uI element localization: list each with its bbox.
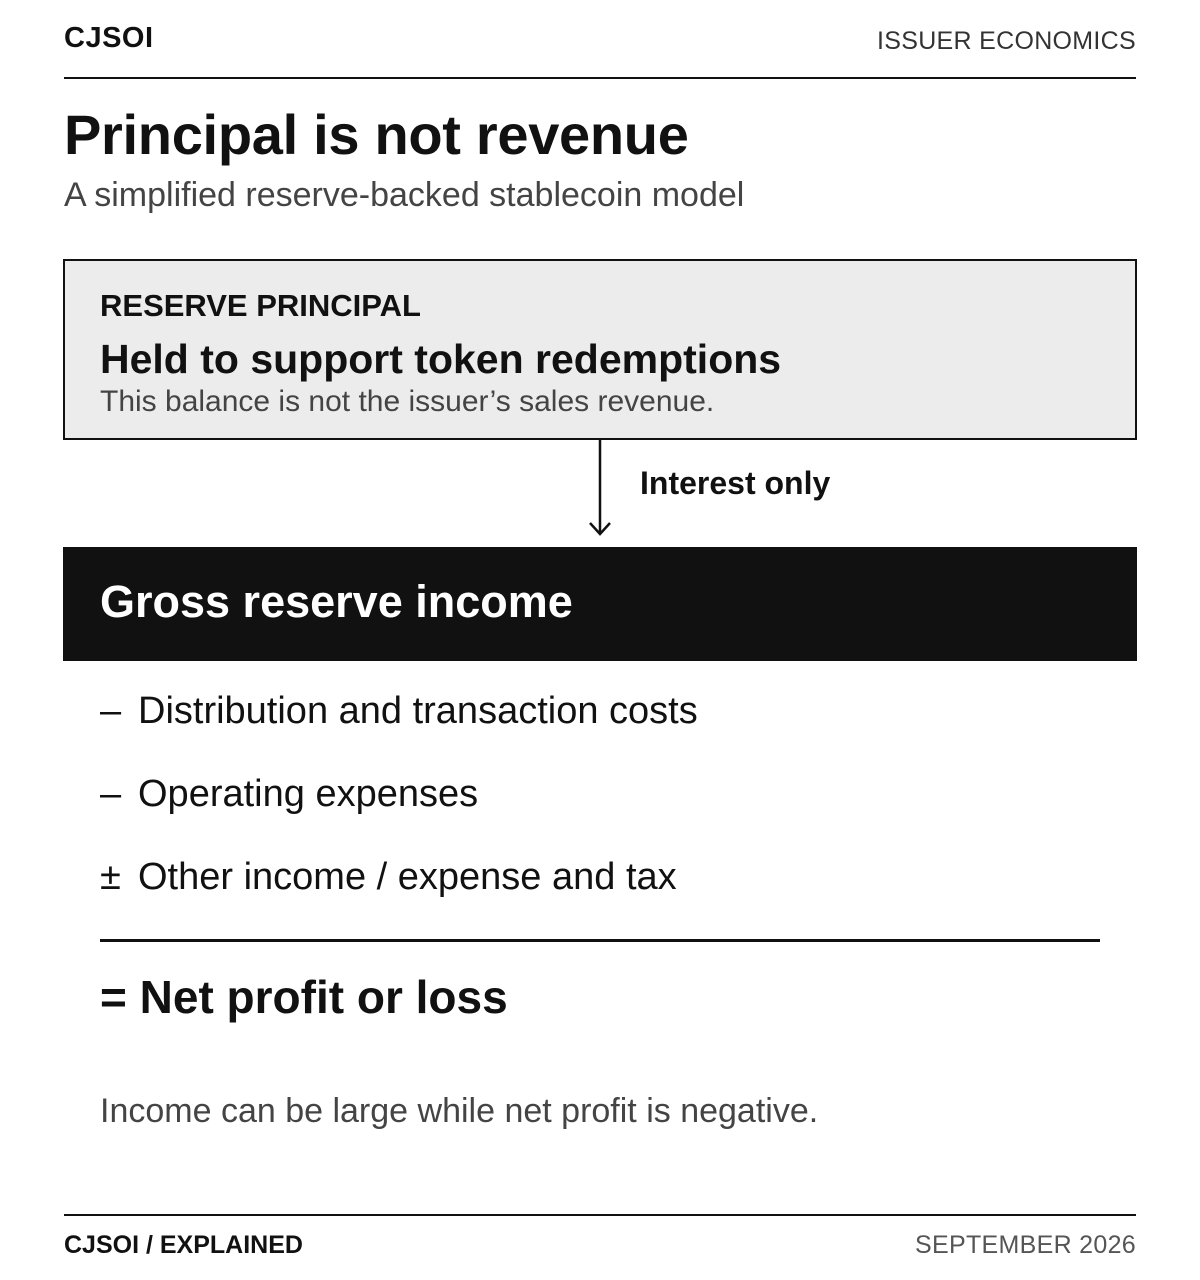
minus-sign: – bbox=[100, 773, 122, 815]
plus-minus-sign: ± bbox=[100, 856, 121, 898]
flow-label: Interest only bbox=[640, 465, 831, 501]
reserve-heading: Held to support token redemptions bbox=[100, 336, 782, 382]
deduction-item bbox=[100, 856, 677, 899]
section-label: ISSUER ECONOMICS bbox=[877, 27, 1136, 55]
footer-credit: CJSOI / EXPLAINED bbox=[64, 1231, 303, 1259]
footer-divider bbox=[64, 1214, 1136, 1216]
reserve-note: This balance is not the issuer’s sales revenue. bbox=[100, 385, 715, 418]
deduction-item bbox=[100, 690, 698, 733]
footnote: Income can be large while net profit is negative. bbox=[100, 1092, 819, 1130]
gross-income-label: Gross reserve income bbox=[100, 576, 573, 627]
page-title: Principal is not revenue bbox=[64, 103, 689, 166]
net-result: = Net profit or loss bbox=[100, 971, 508, 1023]
header-divider bbox=[64, 77, 1136, 79]
sum-divider bbox=[100, 939, 1100, 942]
reserve-kicker: RESERVE PRINCIPAL bbox=[100, 288, 421, 323]
page-subtitle: A simplified reserve-backed stablecoin model bbox=[64, 176, 745, 214]
deduction-label: Distribution and transaction costs bbox=[138, 690, 698, 732]
down-arrow-icon bbox=[585, 440, 615, 540]
deduction-label: Other income / expense and tax bbox=[138, 856, 677, 898]
footer-date: SEPTEMBER 2026 bbox=[915, 1231, 1136, 1259]
minus-sign: – bbox=[100, 690, 122, 732]
deduction-item bbox=[100, 773, 478, 816]
deduction-label: Operating expenses bbox=[138, 773, 479, 815]
brand-logo-text: CJSOI bbox=[64, 22, 154, 54]
